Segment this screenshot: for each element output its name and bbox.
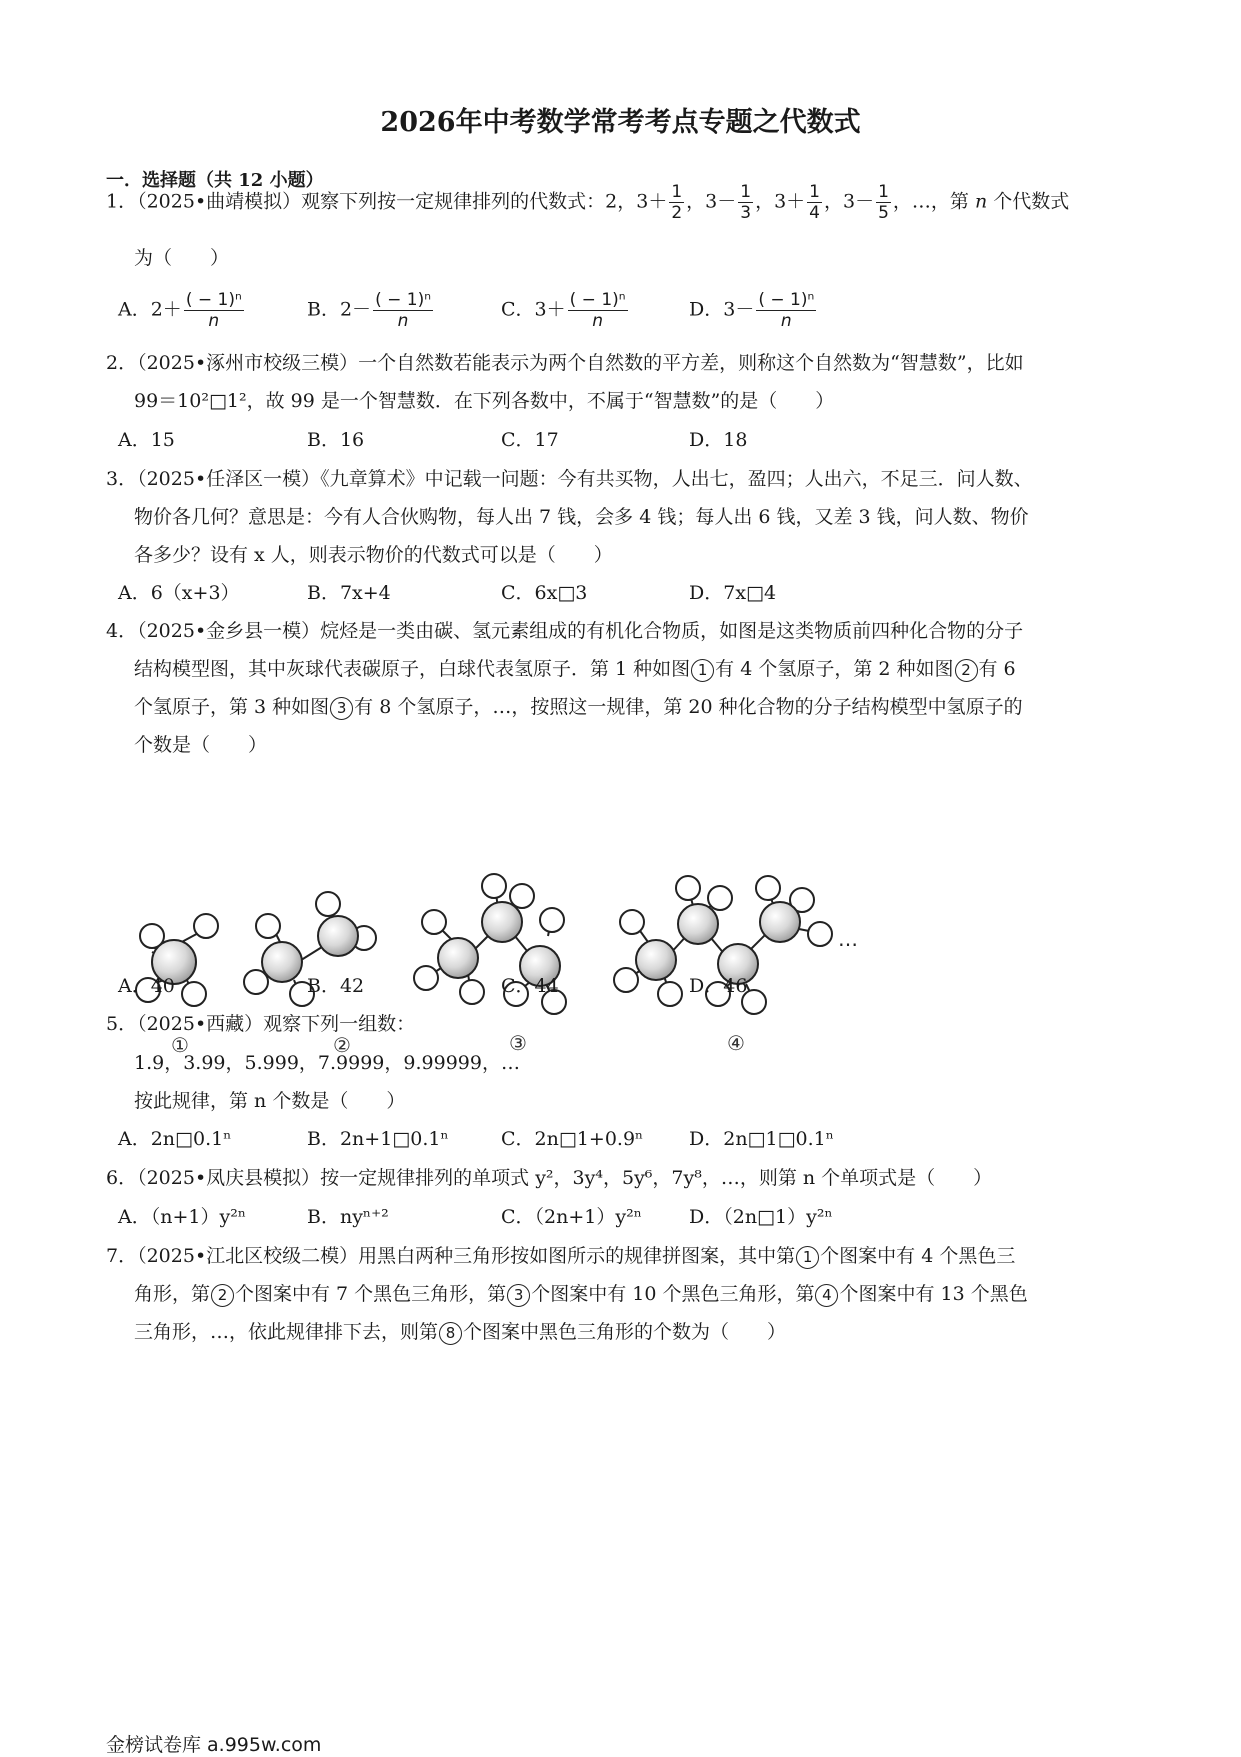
q4-option-d[interactable]: D．46 xyxy=(689,975,748,997)
question-3-line-2: 物价各几何？意思是：今有人合伙购物，每人出 7 钱，会多 4 钱；每人出 6 钱，又差 3 钱，问人数、物价 xyxy=(134,506,1029,528)
circled-number-2: 2 xyxy=(955,659,978,682)
figure-label-3: ③ xyxy=(509,1031,527,1055)
q5-option-c[interactable]: C．2n□1+0.9ⁿ xyxy=(501,1128,644,1150)
page-title: 2026年中考数学常考考点专题之代数式 xyxy=(380,107,861,138)
footer-source: 金榜试卷库 a.995w.com xyxy=(106,1734,322,1756)
q5-option-b[interactable]: B．2n+1□0.1ⁿ xyxy=(307,1128,449,1150)
figure-label-2: ② xyxy=(333,1033,351,1057)
question-5-line-2: 1.9，3.99，5.999，7.9999，9.99999，… xyxy=(134,1052,520,1074)
question-1-line-2: 为（ ） xyxy=(134,247,230,269)
q1-text: ，…，第 xyxy=(892,190,969,213)
alkane-molecule-figure xyxy=(134,866,954,1076)
q3-option-c[interactable]: C．6x□3 xyxy=(501,582,588,604)
q1-option-a[interactable]: A．2＋ $\frac{\text{( − 1)ⁿ}}{n}$ xyxy=(118,290,242,331)
q3-option-b[interactable]: B．7x+4 xyxy=(307,582,391,604)
question-3-line-1: 3．（2025•任泽区一模）《九章算术》中记载一问题：今有共买物，人出七，盈四；人出六，不足三．问人数、 xyxy=(106,468,1033,490)
q3-option-d[interactable]: D．7x□4 xyxy=(689,582,777,604)
q1-text: ，3－ xyxy=(824,190,875,213)
q2-option-b[interactable]: B．16 xyxy=(307,429,365,451)
question-1-line-1 xyxy=(106,182,1069,223)
circled-number-4: 4 xyxy=(815,1284,838,1307)
question-4-line-4: 个数是（ ） xyxy=(134,734,268,756)
q4-option-c[interactable]: C．44 xyxy=(501,975,559,997)
question-4-line-3: 个氢原子，第 3 种如图 3 有 8 个氢原子，…，按照这一规律，第 20 种化合物的分子结构模型中氢原子的 xyxy=(134,696,1023,718)
circled-number-1: 1 xyxy=(796,1246,819,1269)
q4-option-a[interactable]: A．40 xyxy=(118,975,175,997)
q3-option-a[interactable]: A．6（x+3） xyxy=(118,582,240,604)
circled-number-1: 1 xyxy=(691,659,714,682)
question-4-line-1: 4．（2025•金乡县一模）烷烃是一类由碳、氢元素组成的有机化合物质，如图是这类物质前四种化合物的分子 xyxy=(106,620,1024,642)
section-heading: 一．选择题（共 12 小题） xyxy=(106,170,324,191)
figure-label-1: ① xyxy=(171,1033,189,1057)
q2-option-d[interactable]: D．18 xyxy=(689,429,748,451)
question-7-line-3: 三角形，…，依此规律排下去，则第 8 个图案中黑色三角形的个数为（ ） xyxy=(134,1321,787,1343)
q1-text: 个代数式 xyxy=(993,190,1070,213)
q2-option-a[interactable]: A．15 xyxy=(118,429,175,451)
figure-ellipsis: … xyxy=(838,927,858,951)
q1-text: 1．（2025•曲靖模拟）观察下列按一定规律排列的代数式：2，3＋ xyxy=(106,190,668,213)
q6-option-a[interactable]: A．（n+1）y²ⁿ xyxy=(118,1206,247,1228)
q6-option-d[interactable]: D．（2n□1）y²ⁿ xyxy=(689,1206,833,1228)
circled-number-3: 3 xyxy=(330,697,353,720)
fraction-1-4: $\frac{1}{4}$ xyxy=(809,182,820,223)
q6-option-c[interactable]: C．（2n+1）y²ⁿ xyxy=(501,1206,642,1228)
question-2-line-2: 99＝10²□1²，故 99 是一个智慧数．在下列各数中，不属于“智慧数”的是（ ） xyxy=(134,390,835,412)
question-2-line-1: 2．（2025•涿州市校级三模）一个自然数若能表示为两个自然数的平方差，则称这个自然数为“智慧数”，比如 xyxy=(106,352,1024,374)
fraction-1-3: $\frac{1}{3}$ xyxy=(740,182,752,223)
question-7-line-1: 7．（2025•江北区校级二模）用黑白两种三角形按如图所示的规律拼图案，其中第 1 个图案中有 4 个黑色三 xyxy=(106,1245,1016,1267)
q1-text: ，3＋ xyxy=(755,190,806,213)
q5-option-a[interactable]: A．2n□0.1ⁿ xyxy=(118,1128,232,1150)
question-4-line-2: 结构模型图，其中灰球代表碳原子，白球代表氢原子．第 1 种如图 1 有 4 个氢原子，第 2 种如图 2 有 6 xyxy=(134,658,1016,680)
q5-option-d[interactable]: D．2n□1□0.1ⁿ xyxy=(689,1128,834,1150)
question-5-line-1: 5．（2025•西藏）观察下列一组数： xyxy=(106,1013,416,1035)
q2-option-c[interactable]: C．17 xyxy=(501,429,559,451)
q1-text: ，3－ xyxy=(686,190,737,213)
variable-n: n xyxy=(974,190,988,213)
question-6-line-1: 6．（2025•凤庆县模拟）按一定规律排列的单项式 y²，3y⁴，5y⁶，7y⁸，…，则第 n 个单项式是（ ） xyxy=(106,1167,993,1189)
circled-number-2: 2 xyxy=(211,1284,234,1307)
q1-option-c[interactable]: C．3＋ $\frac{\text{( − 1)ⁿ}}{n}$ xyxy=(501,290,626,331)
fraction-1-2: $\frac{1}{2}$ xyxy=(671,182,683,223)
question-7-line-2: 角形，第 2 个图案中有 7 个黑色三角形，第 3 个图案中有 10 个黑色三角形，第 4 个图案中有 13 个黑色 xyxy=(134,1283,1028,1305)
q4-option-b[interactable]: B．42 xyxy=(307,975,365,997)
question-3-line-3: 各多少？设有 x 人，则表示物价的代数式可以是（ ） xyxy=(134,544,613,566)
question-5-line-3: 按此规律，第 n 个数是（ ） xyxy=(134,1090,406,1112)
q6-option-b[interactable]: B．nyⁿ⁺² xyxy=(307,1206,389,1228)
figure-label-4: ④ xyxy=(727,1031,745,1055)
circled-number-8: 8 xyxy=(439,1322,462,1345)
q1-option-d[interactable]: D．3－ $\frac{\text{( − 1)ⁿ}}{n}$ xyxy=(689,290,815,331)
q1-option-b[interactable]: B．2－ $\frac{\text{( − 1)ⁿ}}{n}$ xyxy=(307,290,431,331)
circled-number-3: 3 xyxy=(507,1284,530,1307)
fraction-1-5: $\frac{1}{5}$ xyxy=(878,182,889,223)
